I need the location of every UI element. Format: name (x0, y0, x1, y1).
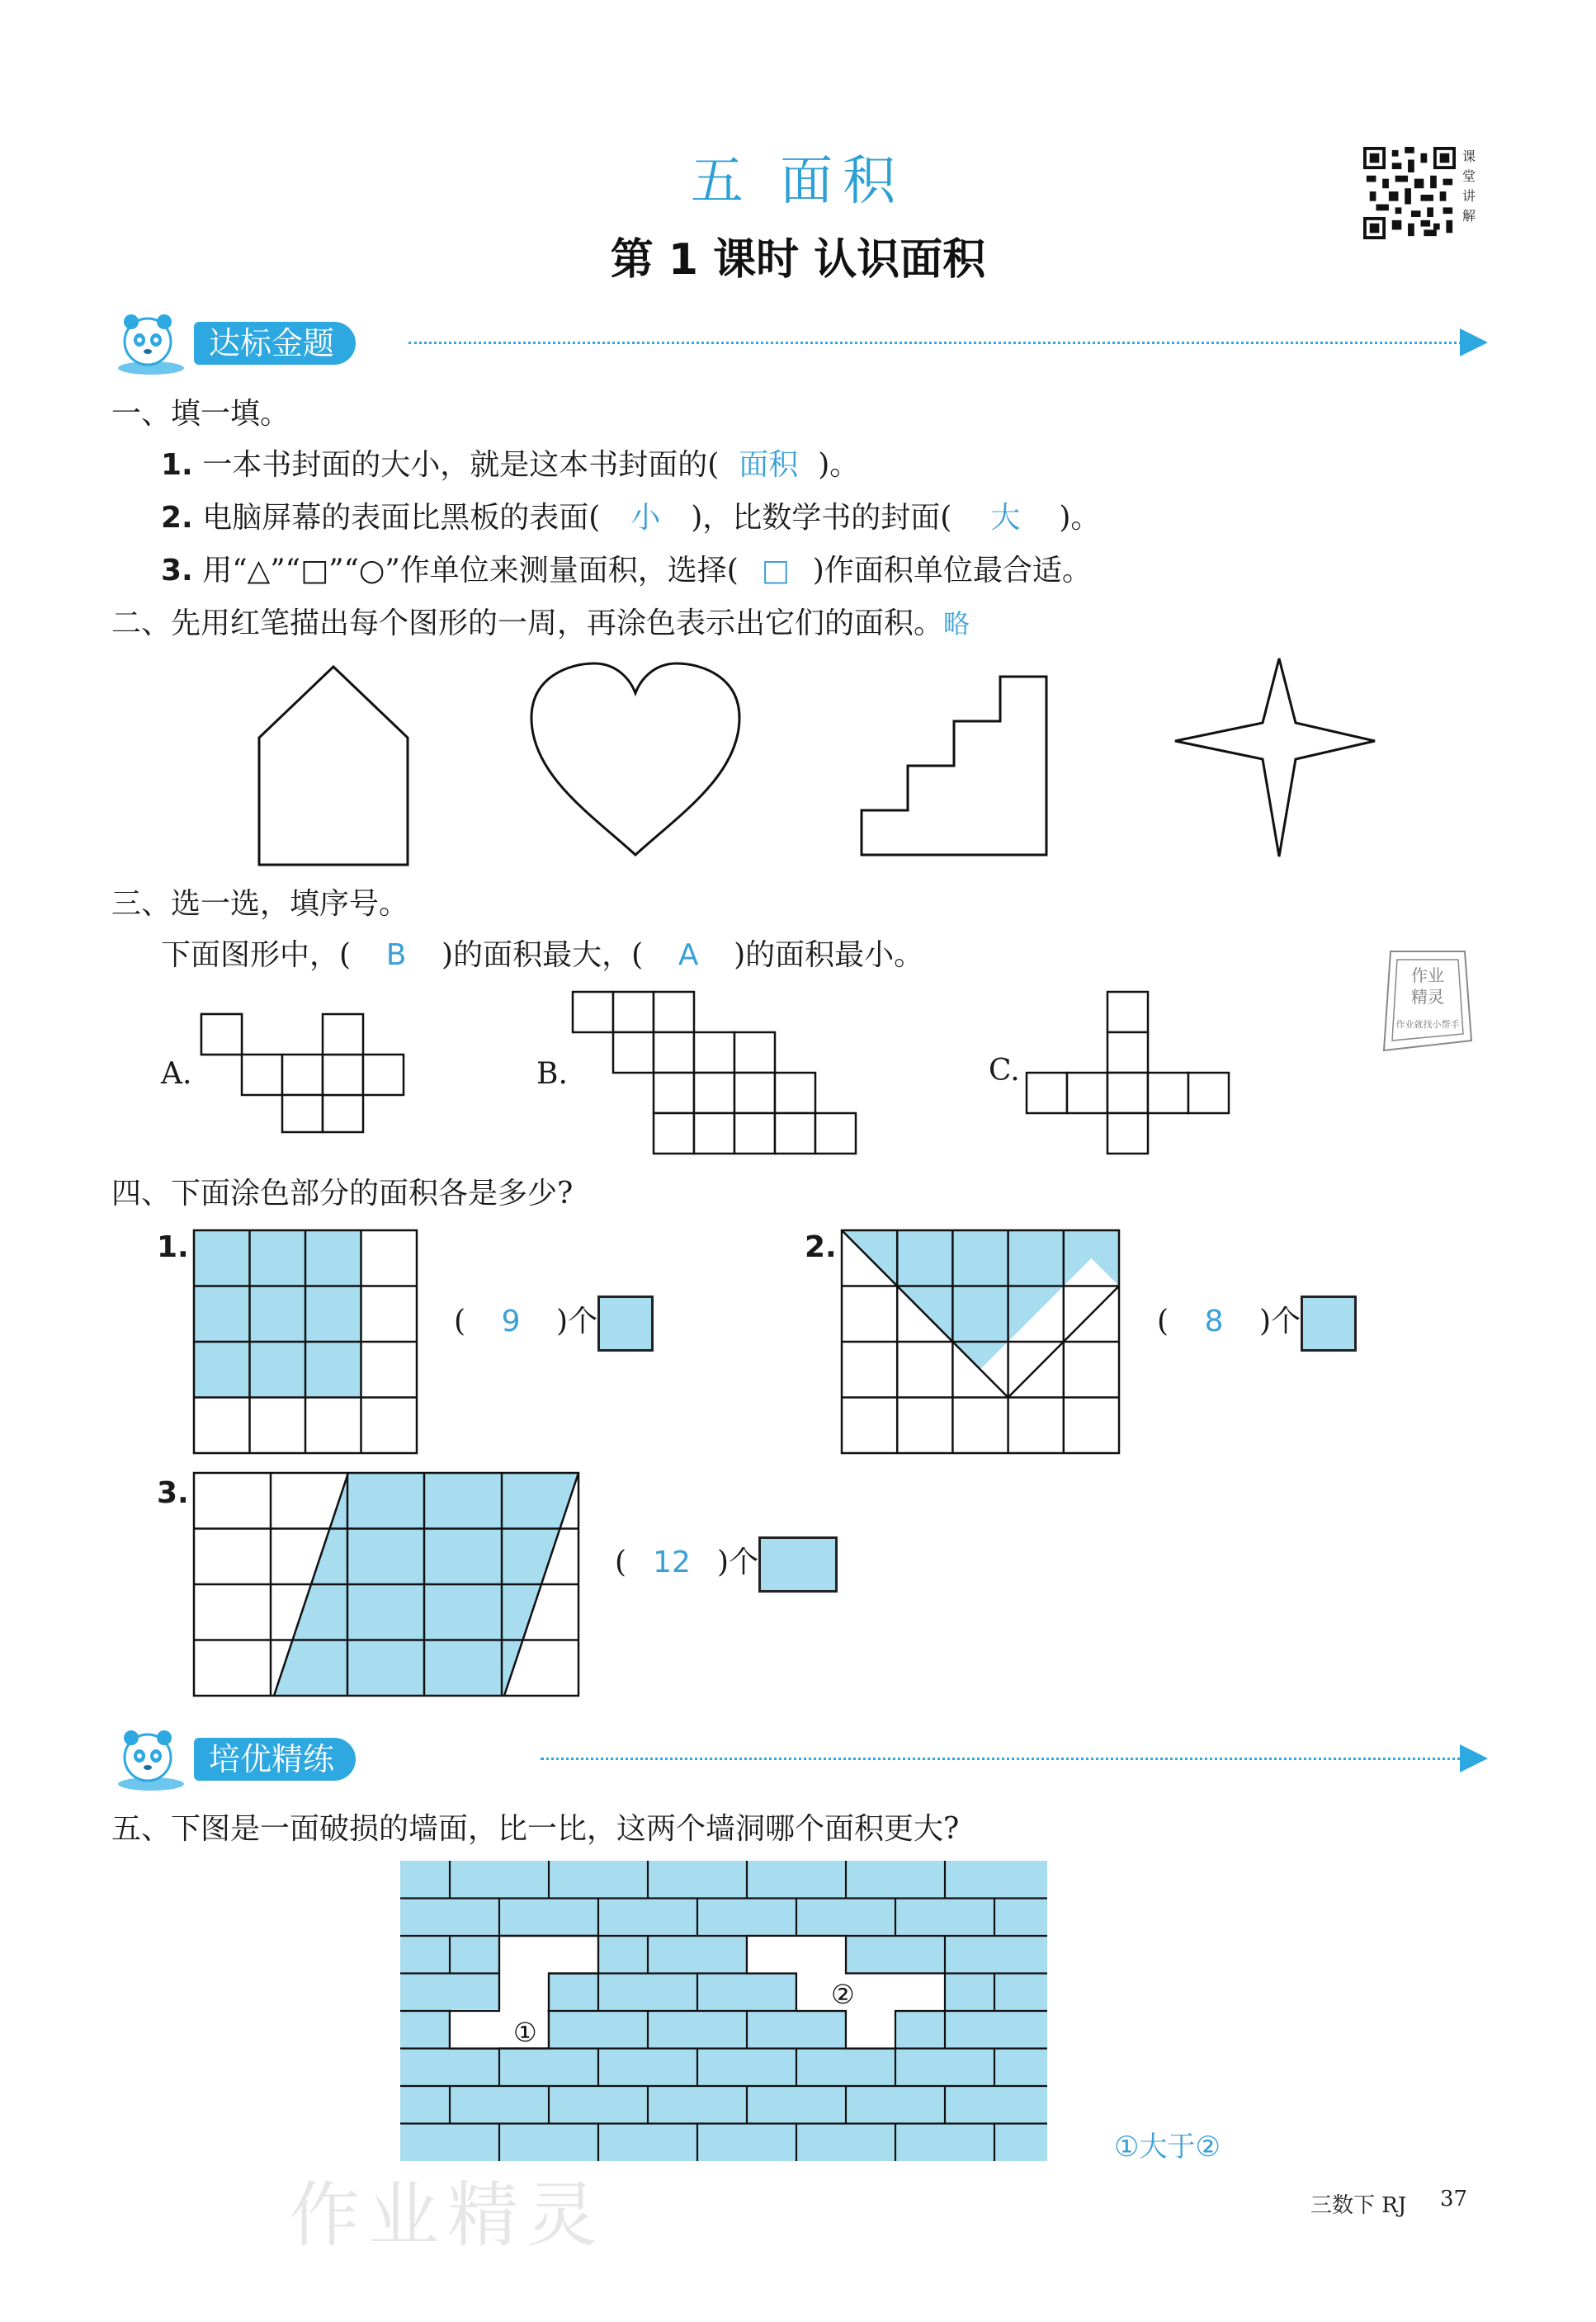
q4-figure-1 (191, 1228, 419, 1456)
answer-4-1[interactable]: 9 (501, 1305, 521, 1338)
chapter-name: 面积 (780, 151, 906, 212)
answer-5[interactable]: ①大于② (1114, 2131, 1221, 2164)
q1-title: 一、填一填。 (111, 397, 290, 431)
unit-square (1301, 1296, 1357, 1352)
arrow-right-icon (1460, 1744, 1488, 1772)
option-c-figure (1023, 989, 1238, 1158)
section-divider (541, 1758, 1481, 1760)
q4-title: 四、下面涂色部分的面积各是多少? (111, 1177, 574, 1211)
option-a-figure (198, 1011, 413, 1135)
unit-rectangle (758, 1536, 838, 1593)
qr-label: 课堂讲解 (1462, 149, 1476, 224)
answer-1-1[interactable]: 面积 (739, 448, 799, 482)
q4-figure-2 (839, 1228, 1121, 1456)
stamp-line-2: 精灵 (1411, 987, 1444, 1007)
footer-book: 三数下 RJ (1310, 2193, 1407, 2218)
panda-mascot-icon (111, 1726, 191, 1792)
watermark: 作业精灵 (289, 2174, 606, 2257)
section-divider (408, 342, 1481, 344)
option-b-label: B. (536, 1057, 568, 1091)
section-title-advanced: 培优精练 (194, 1738, 356, 1781)
homework-stamp (1374, 945, 1481, 1056)
q1-item-3: 3. 用“△”“□”“○”作单位来测量面积，选择( □ )作面积单位最合适。 (161, 554, 1092, 588)
option-b-figure (569, 989, 858, 1158)
page-number: 37 (1440, 2187, 1468, 2211)
q4-answer-3-row: ( 12 )个 (615, 1536, 838, 1593)
answer-2[interactable]: 略 (943, 608, 970, 639)
answer-3-smallest[interactable]: A (678, 938, 699, 972)
q2-title: 二、先用红笔描出每个图形的一周，再涂色表示出它们的面积。略 (111, 606, 970, 640)
q3-title: 三、选一选，填序号。 (111, 887, 409, 921)
stamp-line-1: 作业 (1411, 965, 1444, 985)
section-banner-advanced (111, 1733, 1481, 1786)
answer-1-2b[interactable]: 大 (990, 501, 1021, 535)
hole-1-label: ① (513, 2017, 537, 2048)
answer-3-largest[interactable]: B (385, 938, 407, 972)
unit-square (597, 1296, 654, 1352)
qr-code-icon[interactable] (1363, 147, 1456, 239)
brick-wall (398, 1858, 1050, 2164)
q4-figure-3 (191, 1470, 581, 1698)
q3-prompt: 下面图形中，( B )的面积最大，( A )的面积最小。 (161, 938, 924, 972)
answer-1-2a[interactable]: 小 (630, 501, 661, 535)
option-a-label: A. (161, 1057, 192, 1091)
stairs-shape (862, 677, 1046, 855)
panda-mascot-icon (111, 310, 191, 376)
q1-item-2: 2. 电脑屏幕的表面比黑板的表面( 小 )，比数学书的封面( 大 )。 (161, 501, 1101, 535)
q4-item-1-num: 1. (157, 1230, 189, 1264)
q4-answer-2-row: ( 8 )个 (1157, 1296, 1357, 1352)
stamp-line-3: 作业就找小帮手 (1395, 1019, 1460, 1030)
answer-1-3[interactable]: □ (761, 554, 790, 588)
chapter-number: 五 (690, 151, 753, 212)
q5-title: 五、下图是一面破损的墙面，比一比，这两个墙洞哪个面积更大? (111, 1812, 960, 1846)
lesson-title: 第 1 课时 认识面积 (610, 235, 986, 285)
q4-item-2-num: 2. (805, 1230, 837, 1264)
answer-4-3[interactable]: 12 (653, 1546, 691, 1579)
q4-item-3-num: 3. (157, 1476, 189, 1510)
hole-2-label: ② (831, 1979, 855, 2010)
q2-shapes (231, 652, 1403, 883)
star-shape (1175, 658, 1375, 857)
section-banner-basic (111, 317, 1481, 370)
q4-answer-1-row: ( 9 )个 (454, 1296, 654, 1352)
arrow-right-icon (1460, 328, 1488, 356)
heart-shape (531, 663, 739, 855)
section-title-basic: 达标金题 (194, 322, 356, 365)
chapter-title (0, 139, 1596, 215)
answer-4-2[interactable]: 8 (1204, 1305, 1224, 1338)
house-shape (259, 667, 408, 865)
option-c-label: C. (989, 1054, 1020, 1088)
q1-item-1: 1. 一本书封面的大小，就是这本书封面的( 面积 )。 (161, 448, 860, 482)
